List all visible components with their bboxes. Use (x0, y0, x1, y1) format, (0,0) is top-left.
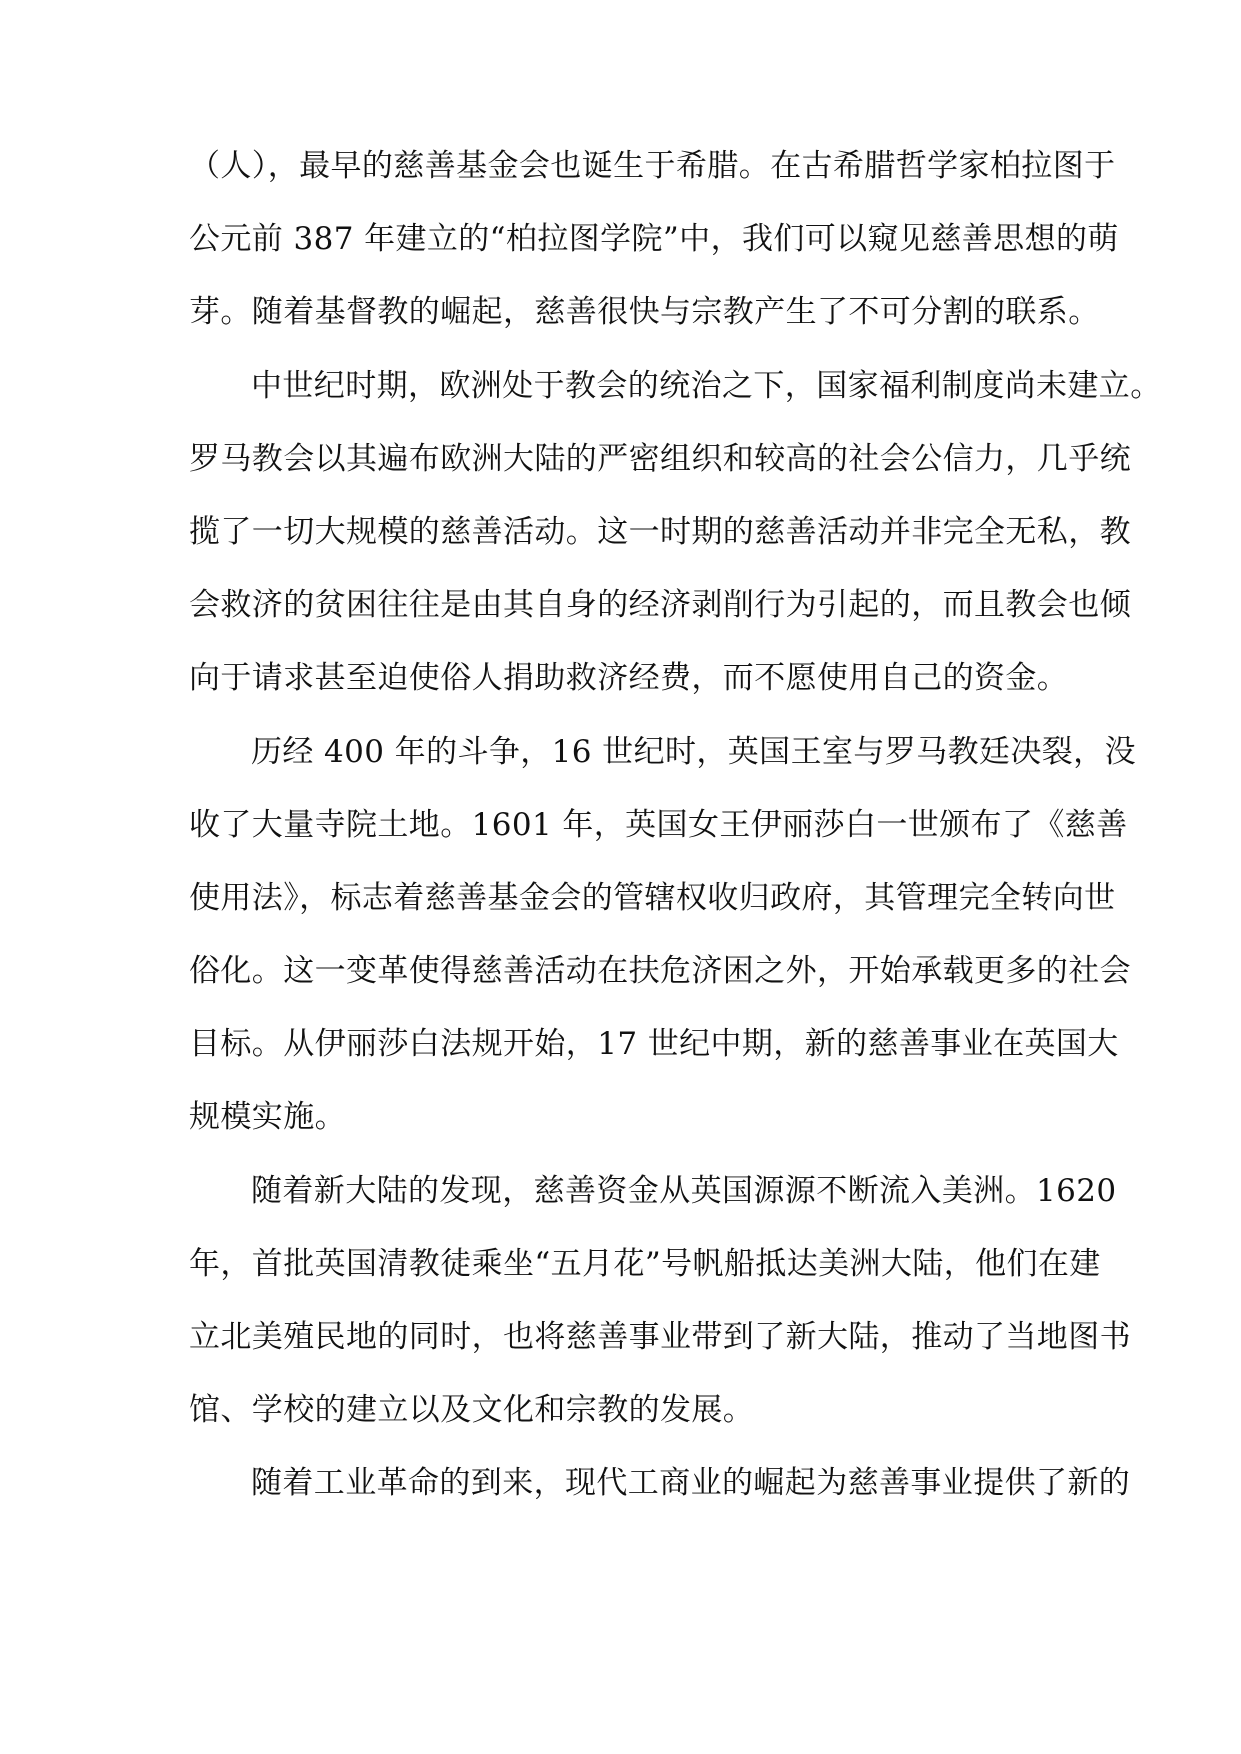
text-line: 随着新大陆的发现，慈善资金从英国源源不断流入美洲。1620 (251, 1172, 1117, 1209)
text-line: 馆、学校的建立以及文化和宗教的发展。 (189, 1392, 755, 1429)
paragraph (189, 732, 1136, 1171)
text-line: 罗马教会以其遍布欧洲大陆的严密组织和较高的社会公信力，几乎统 (189, 440, 1131, 477)
text-line: 中世纪时期，欧洲处于教会的统治之下，国家福利制度尚未建立。 (251, 367, 1162, 404)
text-line: 使用法》，标志着慈善基金会的管辖权收归政府，其管理完全转向世 (189, 879, 1116, 916)
text-line: 目标。从伊丽莎白法规开始，17 世纪中期，新的慈善事业在英国大 (189, 1026, 1119, 1063)
body-text (189, 146, 1162, 1537)
text-line: 向于请求甚至迫使俗人捐助救济经费，而不愿使用自己的资金。 (189, 660, 1069, 697)
text-line: 历经 400 年的斗争，16 世纪时，英国王室与罗马教廷决裂，没 (251, 733, 1136, 770)
text-line: 立北美殖民地的同时，也将慈善事业带到了新大陆，推动了当地图书 (189, 1319, 1131, 1355)
text-line: 收了大量寺院土地。1601 年，英国女王伊丽莎白一世颁布了《慈善 (189, 806, 1128, 843)
text-line: 年，首批英国清教徒乘坐“五月花”号帆船抵达美洲大陆，他们在建 (189, 1245, 1101, 1282)
paragraph (189, 366, 1162, 732)
paragraph (189, 1463, 1131, 1536)
text-line: 会救济的贫困往往是由其自身的经济剥削行为引起的，而且教会也倾 (189, 587, 1131, 624)
text-line: 俗化。这一变革使得慈善活动在扶危济困之外，开始承载更多的社会 (189, 953, 1131, 990)
paragraph (189, 146, 1119, 366)
text-line: 公元前 387 年建立的“柏拉图学院”中，我们可以窥见慈善思想的萌 (189, 221, 1119, 258)
text-line: 揽了一切大规模的慈善活动。这一时期的慈善活动并非完全无私，教 (189, 513, 1131, 550)
text-line: （人），最早的慈善基金会也诞生于希腊。在古希腊哲学家柏拉图于 (189, 148, 1116, 184)
text-line: 芽。随着基督教的崛起，慈善很快与宗教产生了不可分割的联系。 (189, 294, 1100, 331)
text-line: 规模实施。 (189, 1099, 346, 1136)
text-line: 随着工业革命的到来，现代工商业的崛起为慈善事业提供了新的 (251, 1465, 1131, 1502)
paragraph (189, 1171, 1131, 1464)
